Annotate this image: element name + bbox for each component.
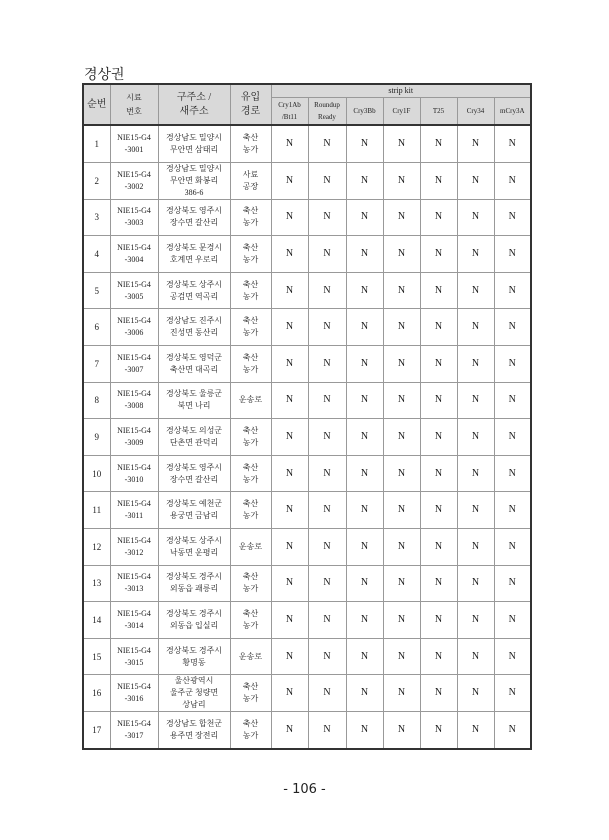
kit-result: N [494, 162, 531, 199]
kit-result: N [494, 528, 531, 565]
kit-result: N [308, 382, 346, 419]
sample-id: NIE15-G4 -3006 [110, 309, 158, 346]
header-kit: Roundup Ready [308, 98, 346, 126]
kit-result: N [420, 162, 457, 199]
route: 축산 농가 [230, 675, 271, 712]
table-row [83, 638, 531, 675]
kit-result: N [494, 125, 531, 162]
kit-result: N [420, 125, 457, 162]
table-row [83, 236, 531, 273]
kit-result: N [494, 419, 531, 456]
sample-id: NIE15-G4 -3003 [110, 199, 158, 236]
kit-result: N [383, 345, 420, 382]
sample-id: NIE15-G4 -3014 [110, 602, 158, 639]
sample-id: NIE15-G4 -3004 [110, 236, 158, 273]
route: 운송로 [230, 528, 271, 565]
address: 경상남도 합천군 용주면 장전리 [158, 712, 230, 749]
sample-id: NIE15-G4 -3002 [110, 162, 158, 199]
row-number: 5 [83, 272, 110, 309]
kit-result: N [383, 675, 420, 712]
kit-result: N [308, 345, 346, 382]
row-number: 11 [83, 492, 110, 529]
kit-result: N [271, 528, 308, 565]
header-sample-id: 시료 번호 [110, 84, 158, 125]
row-number: 1 [83, 125, 110, 162]
route: 축산 농가 [230, 492, 271, 529]
kit-result: N [271, 602, 308, 639]
kit-result: N [308, 638, 346, 675]
address: 경상북도 경주시 황명동 [158, 638, 230, 675]
address: 경상북도 울릉군 북면 나리 [158, 382, 230, 419]
kit-result: N [346, 236, 383, 273]
kit-result: N [308, 162, 346, 199]
kit-result: N [494, 492, 531, 529]
kit-result: N [383, 382, 420, 419]
header-kit: Cry34 [457, 98, 494, 126]
kit-result: N [346, 419, 383, 456]
kit-result: N [346, 602, 383, 639]
table-row [83, 675, 531, 712]
sample-id: NIE15-G4 -3016 [110, 675, 158, 712]
kit-result: N [271, 712, 308, 749]
kit-result: N [420, 602, 457, 639]
header-address: 구주소 / 새주소 [158, 84, 230, 125]
header-no: 순번 [83, 84, 110, 125]
kit-result: N [271, 455, 308, 492]
kit-result: N [271, 565, 308, 602]
route: 운송로 [230, 382, 271, 419]
kit-result: N [271, 419, 308, 456]
table-row [83, 382, 531, 419]
sample-id: NIE15-G4 -3012 [110, 528, 158, 565]
kit-result: N [457, 455, 494, 492]
row-number: 16 [83, 675, 110, 712]
row-number: 12 [83, 528, 110, 565]
kit-result: N [383, 272, 420, 309]
kit-result: N [494, 345, 531, 382]
kit-result: N [271, 162, 308, 199]
kit-result: N [420, 712, 457, 749]
route: 축산 농가 [230, 712, 271, 749]
kit-result: N [383, 455, 420, 492]
table-row [83, 565, 531, 602]
row-number: 8 [83, 382, 110, 419]
kit-result: N [420, 528, 457, 565]
kit-result: N [420, 492, 457, 529]
address: 경상북도 의성군 단촌면 관덕리 [158, 419, 230, 456]
address: 경상북도 경주시 외동읍 괘릉리 [158, 565, 230, 602]
sample-id: NIE15-G4 -3007 [110, 345, 158, 382]
kit-result: N [457, 419, 494, 456]
kit-result: N [346, 712, 383, 749]
kit-result: N [420, 309, 457, 346]
kit-result: N [308, 675, 346, 712]
address: 경상북도 영주시 장수면 갈산리 [158, 455, 230, 492]
kit-result: N [457, 638, 494, 675]
route: 축산 농가 [230, 565, 271, 602]
kit-result: N [308, 199, 346, 236]
route: 축산 농가 [230, 455, 271, 492]
sample-id: NIE15-G4 -3017 [110, 712, 158, 749]
sample-id: NIE15-G4 -3005 [110, 272, 158, 309]
address: 경상남도 밀양시 무안면 삼태리 [158, 125, 230, 162]
section-title: 경상권 [84, 68, 125, 83]
kit-result: N [457, 199, 494, 236]
kit-result: N [308, 565, 346, 602]
kit-result: N [457, 236, 494, 273]
header-strip-kit: strip kit [271, 84, 531, 98]
sample-id: NIE15-G4 -3011 [110, 492, 158, 529]
kit-result: N [308, 602, 346, 639]
table-row [83, 602, 531, 639]
sample-id: NIE15-G4 -3009 [110, 419, 158, 456]
row-number: 7 [83, 345, 110, 382]
kit-result: N [346, 345, 383, 382]
kit-result: N [383, 565, 420, 602]
kit-result: N [383, 492, 420, 529]
address: 경상북도 문경시 호계면 우로리 [158, 236, 230, 273]
kit-result: N [383, 125, 420, 162]
kit-result: N [271, 236, 308, 273]
page-number: - 106 - [283, 782, 326, 797]
table-row [83, 345, 531, 382]
header-route: 유입 경로 [230, 84, 271, 125]
address: 경상남도 밀양시 무안면 화봉리 386-6 [158, 162, 230, 199]
kit-result: N [383, 602, 420, 639]
kit-result: N [420, 199, 457, 236]
kit-result: N [271, 382, 308, 419]
kit-result: N [494, 199, 531, 236]
address: 경상북도 영덕군 축산면 대곡리 [158, 345, 230, 382]
kit-result: N [420, 345, 457, 382]
kit-result: N [457, 712, 494, 749]
address: 경상북도 경주시 외동읍 입실리 [158, 602, 230, 639]
kit-result: N [346, 309, 383, 346]
kit-result: N [494, 602, 531, 639]
kit-result: N [271, 345, 308, 382]
kit-result: N [457, 675, 494, 712]
kit-result: N [494, 638, 531, 675]
kit-result: N [308, 419, 346, 456]
header-kit: T25 [420, 98, 457, 126]
kit-result: N [383, 712, 420, 749]
route: 운송로 [230, 638, 271, 675]
route: 축산 농가 [230, 345, 271, 382]
kit-result: N [420, 272, 457, 309]
row-number: 15 [83, 638, 110, 675]
table-row [83, 309, 531, 346]
kit-result: N [346, 272, 383, 309]
kit-result: N [271, 675, 308, 712]
kit-result: N [457, 528, 494, 565]
kit-result: N [494, 565, 531, 602]
kit-result: N [308, 236, 346, 273]
route: 사료 공장 [230, 162, 271, 199]
sample-id: NIE15-G4 -3010 [110, 455, 158, 492]
kit-result: N [271, 272, 308, 309]
table-row [83, 272, 531, 309]
route: 축산 농가 [230, 199, 271, 236]
route: 축산 농가 [230, 272, 271, 309]
address: 경상북도 상주시 공검면 역곡리 [158, 272, 230, 309]
kit-result: N [383, 638, 420, 675]
kit-result: N [383, 309, 420, 346]
kit-result: N [457, 565, 494, 602]
address: 경상북도 예천군 용궁면 금남리 [158, 492, 230, 529]
kit-result: N [346, 638, 383, 675]
kit-result: N [271, 492, 308, 529]
kit-result: N [420, 638, 457, 675]
kit-result: N [494, 712, 531, 749]
kit-result: N [308, 712, 346, 749]
address: 경상북도 영주시 장수면 갈산리 [158, 199, 230, 236]
kit-result: N [494, 455, 531, 492]
table-row [83, 125, 531, 162]
sample-id: NIE15-G4 -3013 [110, 565, 158, 602]
sample-id: NIE15-G4 -3008 [110, 382, 158, 419]
row-number: 14 [83, 602, 110, 639]
kit-result: N [308, 492, 346, 529]
row-number: 9 [83, 419, 110, 456]
kit-result: N [457, 125, 494, 162]
table-row [83, 455, 531, 492]
header-kit: Cry3Bb [346, 98, 383, 126]
kit-result: N [457, 345, 494, 382]
kit-result: N [271, 309, 308, 346]
kit-result: N [346, 199, 383, 236]
header-kit: Cry1Ab /Bt11 [271, 98, 308, 126]
table-row [83, 419, 531, 456]
address: 경상북도 상주시 낙동면 운평리 [158, 528, 230, 565]
kit-result: N [346, 565, 383, 602]
gmo-strip-kit-results-table [82, 83, 532, 750]
table-row [83, 199, 531, 236]
kit-result: N [494, 382, 531, 419]
kit-result: N [308, 125, 346, 162]
row-number: 4 [83, 236, 110, 273]
kit-result: N [494, 675, 531, 712]
kit-result: N [308, 309, 346, 346]
kit-result: N [420, 236, 457, 273]
kit-result: N [271, 638, 308, 675]
route: 축산 농가 [230, 125, 271, 162]
kit-result: N [494, 309, 531, 346]
kit-result: N [457, 162, 494, 199]
kit-result: N [457, 309, 494, 346]
kit-result: N [420, 419, 457, 456]
kit-result: N [308, 272, 346, 309]
kit-result: N [420, 382, 457, 419]
row-number: 17 [83, 712, 110, 749]
kit-result: N [308, 455, 346, 492]
header-kit: Cry1F [383, 98, 420, 126]
kit-result: N [346, 492, 383, 529]
kit-result: N [457, 602, 494, 639]
kit-result: N [494, 272, 531, 309]
kit-result: N [383, 419, 420, 456]
kit-result: N [308, 528, 346, 565]
address: 울산광역시 울주군 청량면 상남리 [158, 675, 230, 712]
route: 축산 농가 [230, 602, 271, 639]
kit-result: N [457, 272, 494, 309]
sample-id: NIE15-G4 -3001 [110, 125, 158, 162]
kit-result: N [383, 162, 420, 199]
kit-result: N [457, 382, 494, 419]
kit-result: N [346, 125, 383, 162]
kit-result: N [420, 675, 457, 712]
table-row [83, 162, 531, 199]
table-row [83, 528, 531, 565]
kit-result: N [420, 565, 457, 602]
kit-result: N [346, 528, 383, 565]
kit-result: N [383, 199, 420, 236]
row-number: 2 [83, 162, 110, 199]
header-kit: mCry3A [494, 98, 531, 126]
row-number: 6 [83, 309, 110, 346]
table-row [83, 492, 531, 529]
kit-result: N [346, 382, 383, 419]
route: 축산 농가 [230, 419, 271, 456]
sample-id: NIE15-G4 -3015 [110, 638, 158, 675]
row-number: 13 [83, 565, 110, 602]
kit-result: N [346, 162, 383, 199]
table-row [83, 712, 531, 749]
kit-result: N [494, 236, 531, 273]
row-number: 10 [83, 455, 110, 492]
row-number: 3 [83, 199, 110, 236]
kit-result: N [271, 199, 308, 236]
address: 경상남도 진주시 진성면 동산리 [158, 309, 230, 346]
kit-result: N [346, 675, 383, 712]
kit-result: N [383, 528, 420, 565]
route: 축산 농가 [230, 309, 271, 346]
kit-result: N [457, 492, 494, 529]
kit-result: N [383, 236, 420, 273]
route: 축산 농가 [230, 236, 271, 273]
kit-result: N [271, 125, 308, 162]
kit-result: N [420, 455, 457, 492]
kit-result: N [346, 455, 383, 492]
